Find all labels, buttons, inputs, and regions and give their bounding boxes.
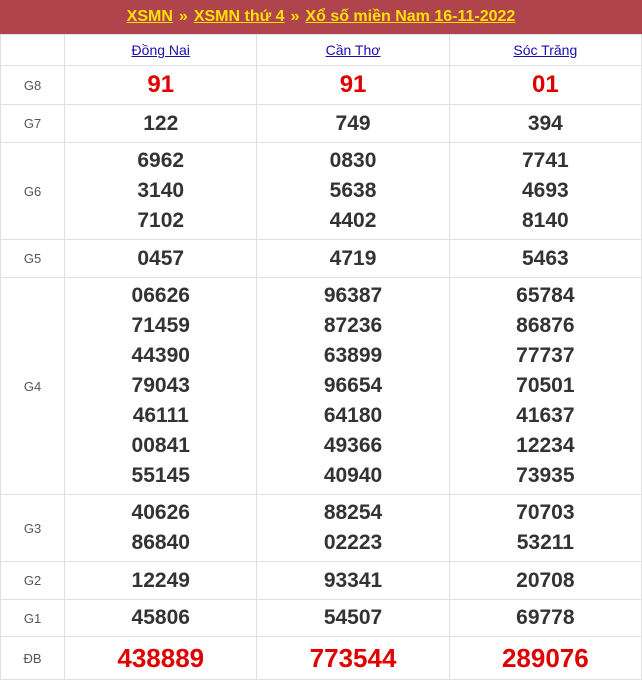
breadcrumb-separator: »: [178, 8, 188, 25]
winning-number: 4693: [521, 179, 569, 202]
winning-number: 20708: [516, 568, 575, 592]
winning-number: 12249: [131, 568, 190, 592]
winning-number: 40940: [323, 464, 383, 487]
winning-number: 0830: [329, 149, 377, 172]
winning-number: 55145: [131, 464, 190, 487]
prize-label: ĐB: [1, 637, 65, 680]
breadcrumb-separator: »: [290, 8, 300, 25]
prize-cell: [257, 637, 449, 680]
prize-cell: [257, 143, 449, 240]
prize-row: [1, 143, 642, 240]
prize-cell: [65, 600, 257, 637]
prize-label: G3: [1, 495, 65, 562]
prize-label: G5: [1, 240, 65, 278]
table-header-row: [1, 35, 642, 66]
breadcrumb: [0, 0, 642, 34]
winning-number: 79043: [131, 374, 190, 397]
winning-number: 41637: [516, 404, 575, 427]
winning-number: 40626: [131, 501, 190, 524]
prize-row: [1, 66, 642, 105]
prize-cell: [257, 562, 449, 600]
winning-number: 7741: [521, 149, 569, 172]
lottery-results-table: [0, 34, 642, 680]
winning-number: 01: [531, 71, 559, 98]
winning-number: 53211: [516, 531, 574, 554]
winning-number: 69778: [516, 606, 575, 629]
prize-cell: [449, 278, 641, 495]
prize-row: [1, 240, 642, 278]
winning-number: 49366: [323, 434, 383, 457]
prize-label: G7: [1, 105, 65, 143]
winning-number: 65784: [516, 284, 575, 307]
prize-cell: [65, 105, 257, 143]
winning-number: 3140: [137, 179, 185, 202]
breadcrumb-xsmn-link[interactable]: XSMN: [126, 8, 173, 25]
prize-cell: [65, 66, 257, 105]
prize-label: G4: [1, 278, 65, 495]
prize-cell: [449, 105, 641, 143]
winning-number: 93341: [323, 568, 383, 592]
corner-cell: [1, 35, 65, 66]
prize-cell: [65, 240, 257, 278]
winning-number: 5463: [521, 246, 569, 270]
prize-cell: [65, 562, 257, 600]
province-header: [257, 35, 449, 66]
winning-number: 45806: [131, 606, 190, 629]
winning-number: 77737: [516, 344, 575, 367]
prize-row: [1, 562, 642, 600]
breadcrumb-xsmn-wednesday-link[interactable]: XSMN thứ 4: [193, 8, 285, 25]
winning-number: 6962: [137, 149, 185, 172]
prize-row: [1, 105, 642, 143]
winning-number: 394: [527, 111, 563, 135]
winning-number: 96387: [323, 284, 383, 307]
prize-cell: [449, 495, 641, 562]
winning-number: 4402: [329, 209, 377, 232]
winning-number: 7102: [137, 209, 185, 232]
winning-number: 749: [335, 111, 371, 135]
winning-number: 96654: [323, 374, 383, 397]
province-link[interactable]: Cần Thơ: [325, 42, 381, 58]
winning-number: 63899: [323, 344, 383, 367]
prize-label: G8: [1, 66, 65, 105]
prize-cell: [449, 562, 641, 600]
prize-cell: [65, 637, 257, 680]
prize-cell: [65, 143, 257, 240]
winning-number: 86876: [516, 314, 575, 337]
prize-cell: [449, 637, 641, 680]
winning-number: 87236: [323, 314, 383, 337]
prize-cell: [257, 240, 449, 278]
winning-number: 64180: [323, 404, 383, 427]
winning-number: 54507: [323, 606, 383, 629]
prize-label: G2: [1, 562, 65, 600]
prize-label: G6: [1, 143, 65, 240]
winning-number: 46111: [132, 404, 189, 427]
province-header: [65, 35, 257, 66]
winning-number: 289076: [501, 643, 589, 673]
winning-number: 8140: [521, 209, 569, 232]
winning-number: 4719: [329, 246, 377, 270]
winning-number: 06626: [131, 284, 190, 307]
winning-number: 86840: [131, 531, 190, 554]
prize-cell: [449, 600, 641, 637]
prize-cell: [257, 278, 449, 495]
prize-cell: [257, 495, 449, 562]
winning-number: 88254: [323, 501, 383, 524]
prize-row: [1, 637, 642, 680]
prize-cell: [449, 143, 641, 240]
prize-cell: [257, 600, 449, 637]
prize-cell: [65, 495, 257, 562]
winning-number: 44390: [131, 344, 190, 367]
winning-number: 91: [339, 71, 367, 98]
prize-cell: [449, 240, 641, 278]
winning-number: 73935: [516, 464, 575, 487]
prize-label: G1: [1, 600, 65, 637]
province-link[interactable]: Sóc Trăng: [513, 42, 578, 58]
prize-row: [1, 600, 642, 637]
winning-number: 71459: [131, 314, 190, 337]
winning-number: 70703: [516, 501, 575, 524]
winning-number: 00841: [131, 434, 190, 457]
winning-number: 438889: [117, 643, 205, 673]
prize-cell: [449, 66, 641, 105]
winning-number: 0457: [137, 246, 185, 270]
prize-cell: [65, 278, 257, 495]
winning-number: 02223: [323, 531, 383, 554]
winning-number: 70501: [516, 374, 575, 397]
prize-row: [1, 495, 642, 562]
province-header: [449, 35, 641, 66]
winning-number: 12234: [516, 434, 575, 457]
prize-row: [1, 278, 642, 495]
breadcrumb-result-date-link[interactable]: Xổ số miền Nam 16-11-2022: [305, 8, 516, 25]
prize-cell: [257, 66, 449, 105]
province-link[interactable]: Đồng Nai: [131, 42, 190, 58]
prize-cell: [257, 105, 449, 143]
winning-number: 122: [143, 111, 179, 135]
winning-number: 773544: [309, 643, 397, 673]
winning-number: 5638: [329, 179, 377, 202]
winning-number: 91: [147, 71, 175, 98]
